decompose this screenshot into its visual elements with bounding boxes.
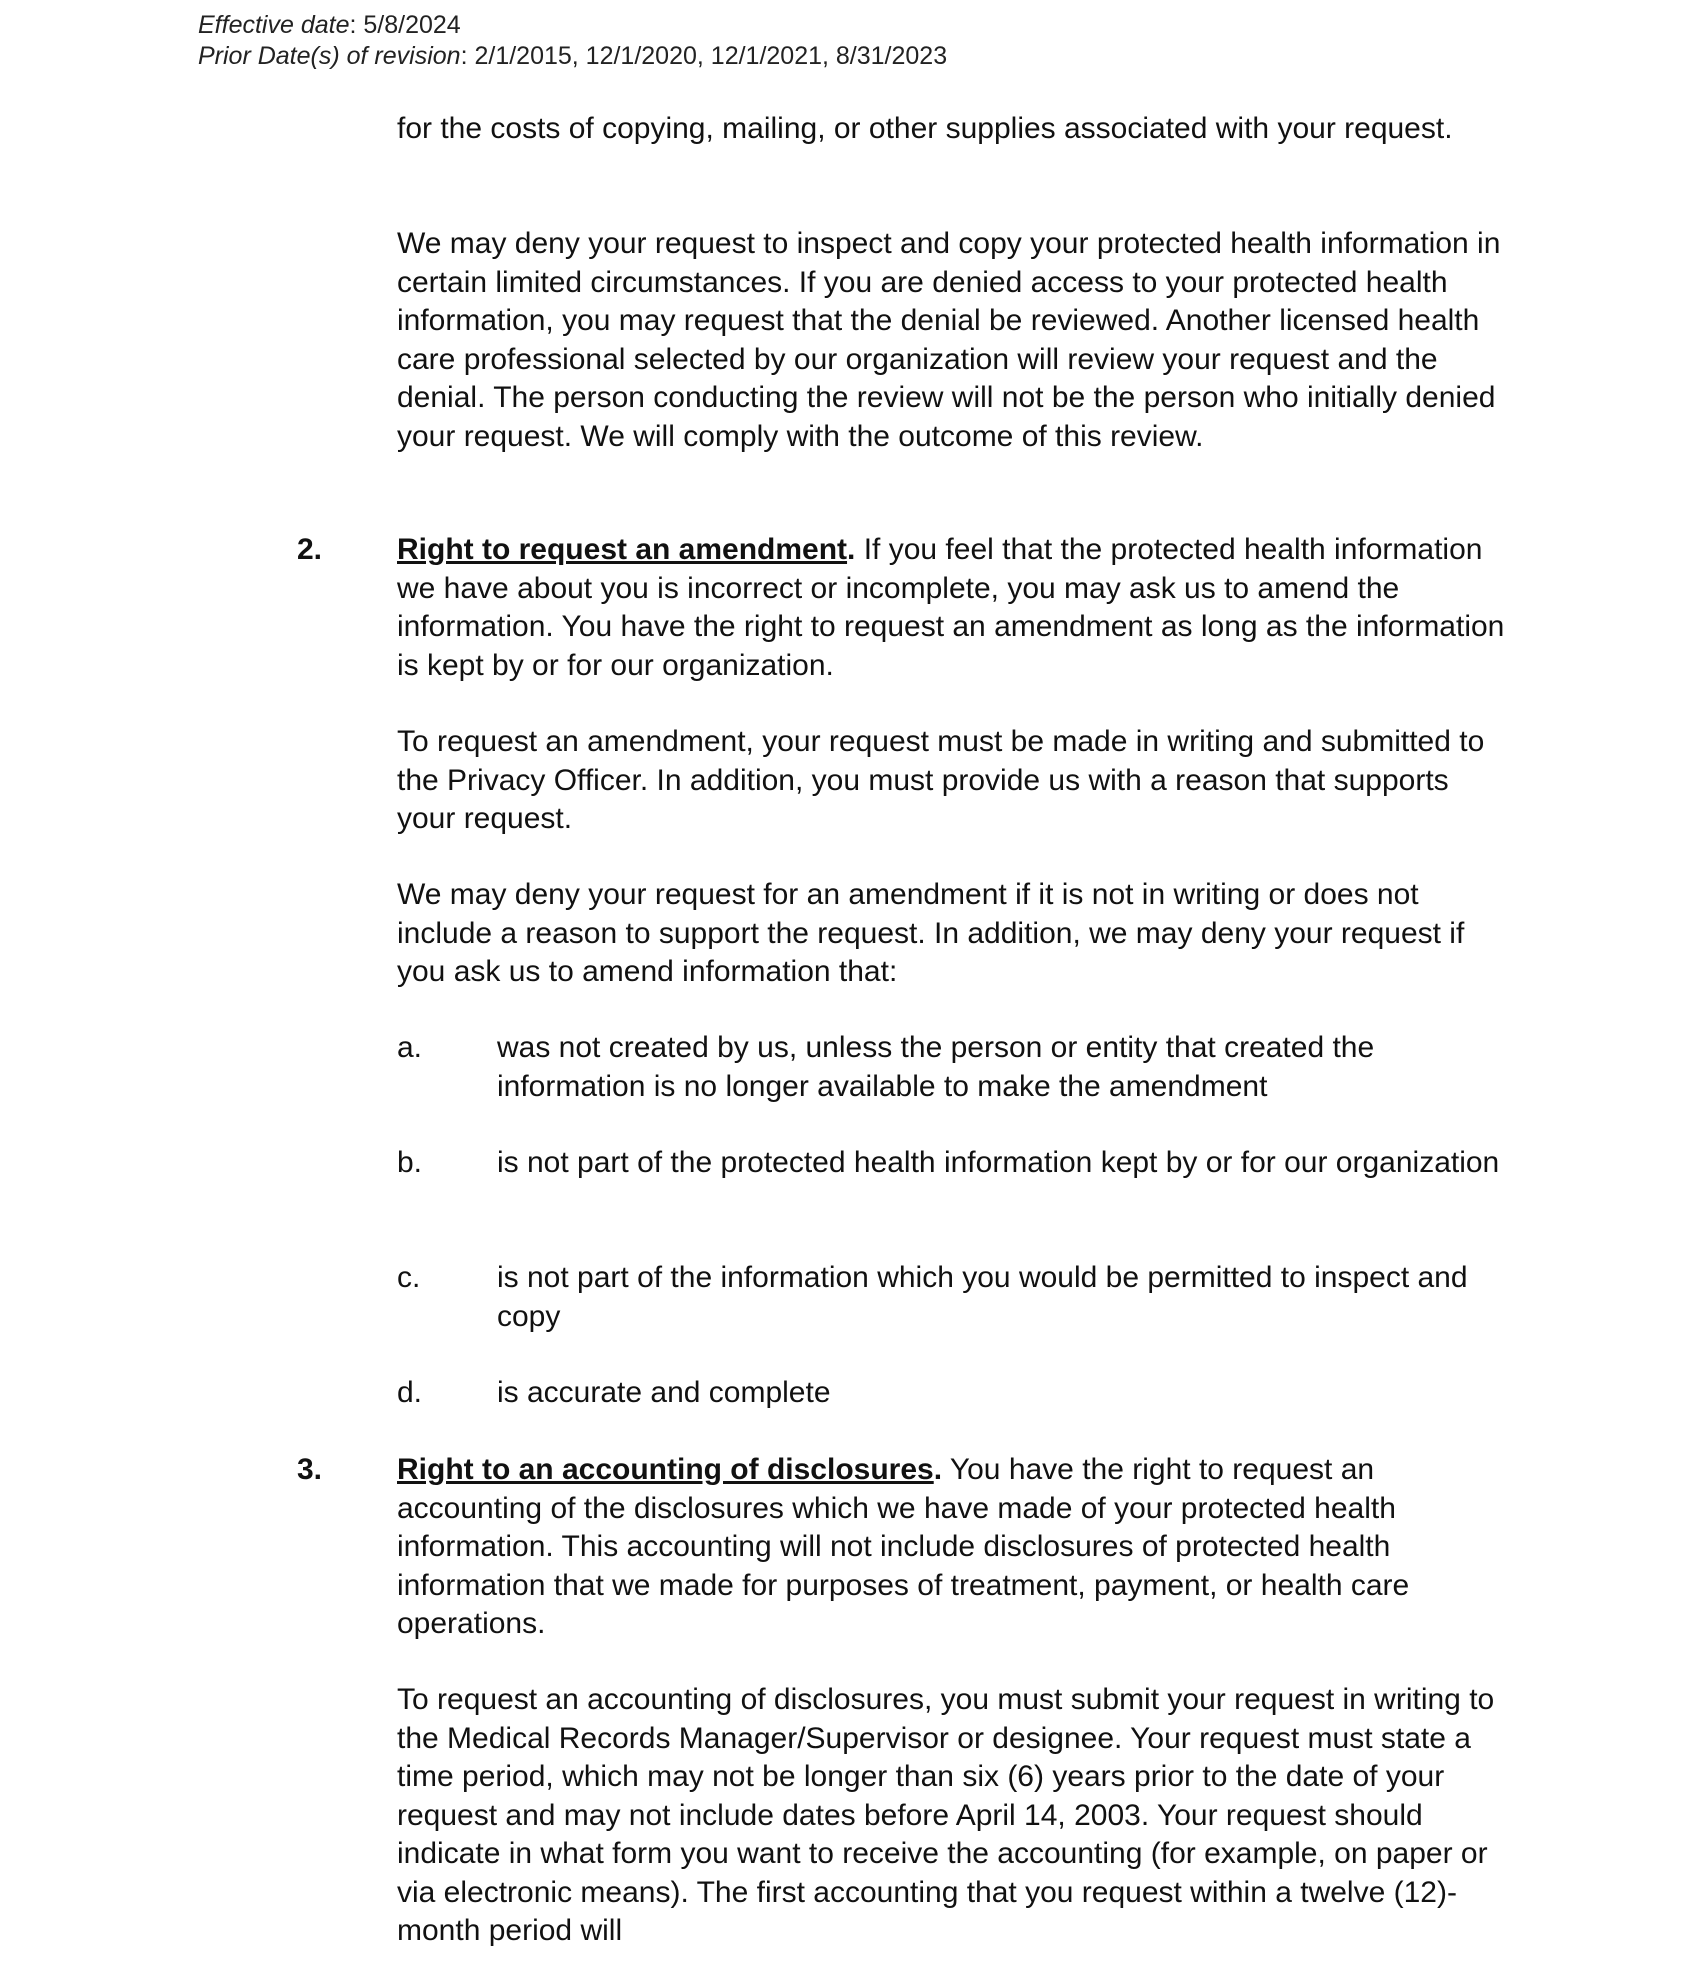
list-item-letter-c: c. [397,1261,421,1294]
list-item-letter-b: b. [397,1146,423,1179]
list-item-b: is not part of the protected health information kept by or for our organization [497,1146,1500,1179]
section-3-intro [397,1451,1507,1644]
paragraph-text: To request an accounting of disclosures, you must submit your request in writing to the Medical Records Manager/Supervisor or designee. Your request must state a time period, which may not be longer than six (6) years prior to the date of your request and may not include dates before April 14, 2003. Your request should indicate in what form you want to receive the accounting (for example, on paper or via electronic means). The first accounting that you request within a twelve (12)-month period will [397,1683,1495,1947]
section-3-intro-text: You have the right to request an accounting of the disclosures which we have made of your protected health information. This accounting will not include disclosures of protected health information that we made for purposes of treatment, payment, or health care operations. [397,1453,1410,1640]
section-2-intro-text: If you feel that the protected health information we have about you is incorrect or incomplete, you may ask us to amend the information. You have the right to request an amendment as long as the information is kept by or for our organization. [397,533,1505,682]
continuation-paragraph-1 [397,110,1507,149]
list-item-a: was not created by us, unless the person or entity that created the information is no longer available to make the amendment [497,1031,1375,1103]
paragraph-text: for the costs of copying, mailing, or other supplies associated with your request. [397,112,1453,145]
section-2-paragraph-3 [397,876,1507,992]
section-2-number: 2. [297,533,323,566]
revision-dates-label: Prior Date(s) of revision [198,42,461,70]
list-item-letter-a: a. [397,1031,423,1064]
effective-date-label: Effective date [198,11,350,39]
section-2-paragraph-2 [397,723,1507,839]
continuation-paragraph-2 [397,225,1507,456]
section-3-number: 3. [297,1453,323,1486]
section-2-intro [397,531,1507,685]
section-3-heading: Right to an accounting of disclosures [397,1453,934,1486]
section-3-paragraph-2 [397,1681,1507,1951]
paragraph-text: We may deny your request for an amendment if it is not in writing or does not include a reason to support the request. In addition, we may deny your request if you ask us to amend information that: [397,878,1465,988]
revision-dates-line [198,41,947,72]
section-3-heading-period: . [933,1453,943,1486]
list-item-d: is accurate and complete [497,1376,831,1409]
effective-date-line [198,10,947,41]
paragraph-text: We may deny your request to inspect and copy your protected health information in certain limited circumstances. If you are denied access to your protected health information, you may request that the denial be reviewed. Another licensed health care professional selected by our organization will review your request and the denial. The person conducting the review will not be the person who initially denied your request. We will comply with the outcome of this review. [397,227,1501,453]
effective-date-value: : 5/8/2024 [349,11,461,39]
list-item-letter-d: d. [397,1376,423,1409]
list-item-c: is not part of the information which you would be permitted to inspect and copy [497,1261,1468,1333]
section-2-heading-period: . [847,533,856,566]
revision-dates-value: : 2/1/2015, 12/1/2020, 12/1/2021, 8/31/2023 [460,42,948,70]
paragraph-text: To request an amendment, your request must be made in writing and submitted to the Privacy Officer. In addition, you must provide us with a reason that supports your request. [397,725,1485,835]
document-header [198,10,947,72]
section-2-heading: Right to request an amendment [397,533,848,566]
